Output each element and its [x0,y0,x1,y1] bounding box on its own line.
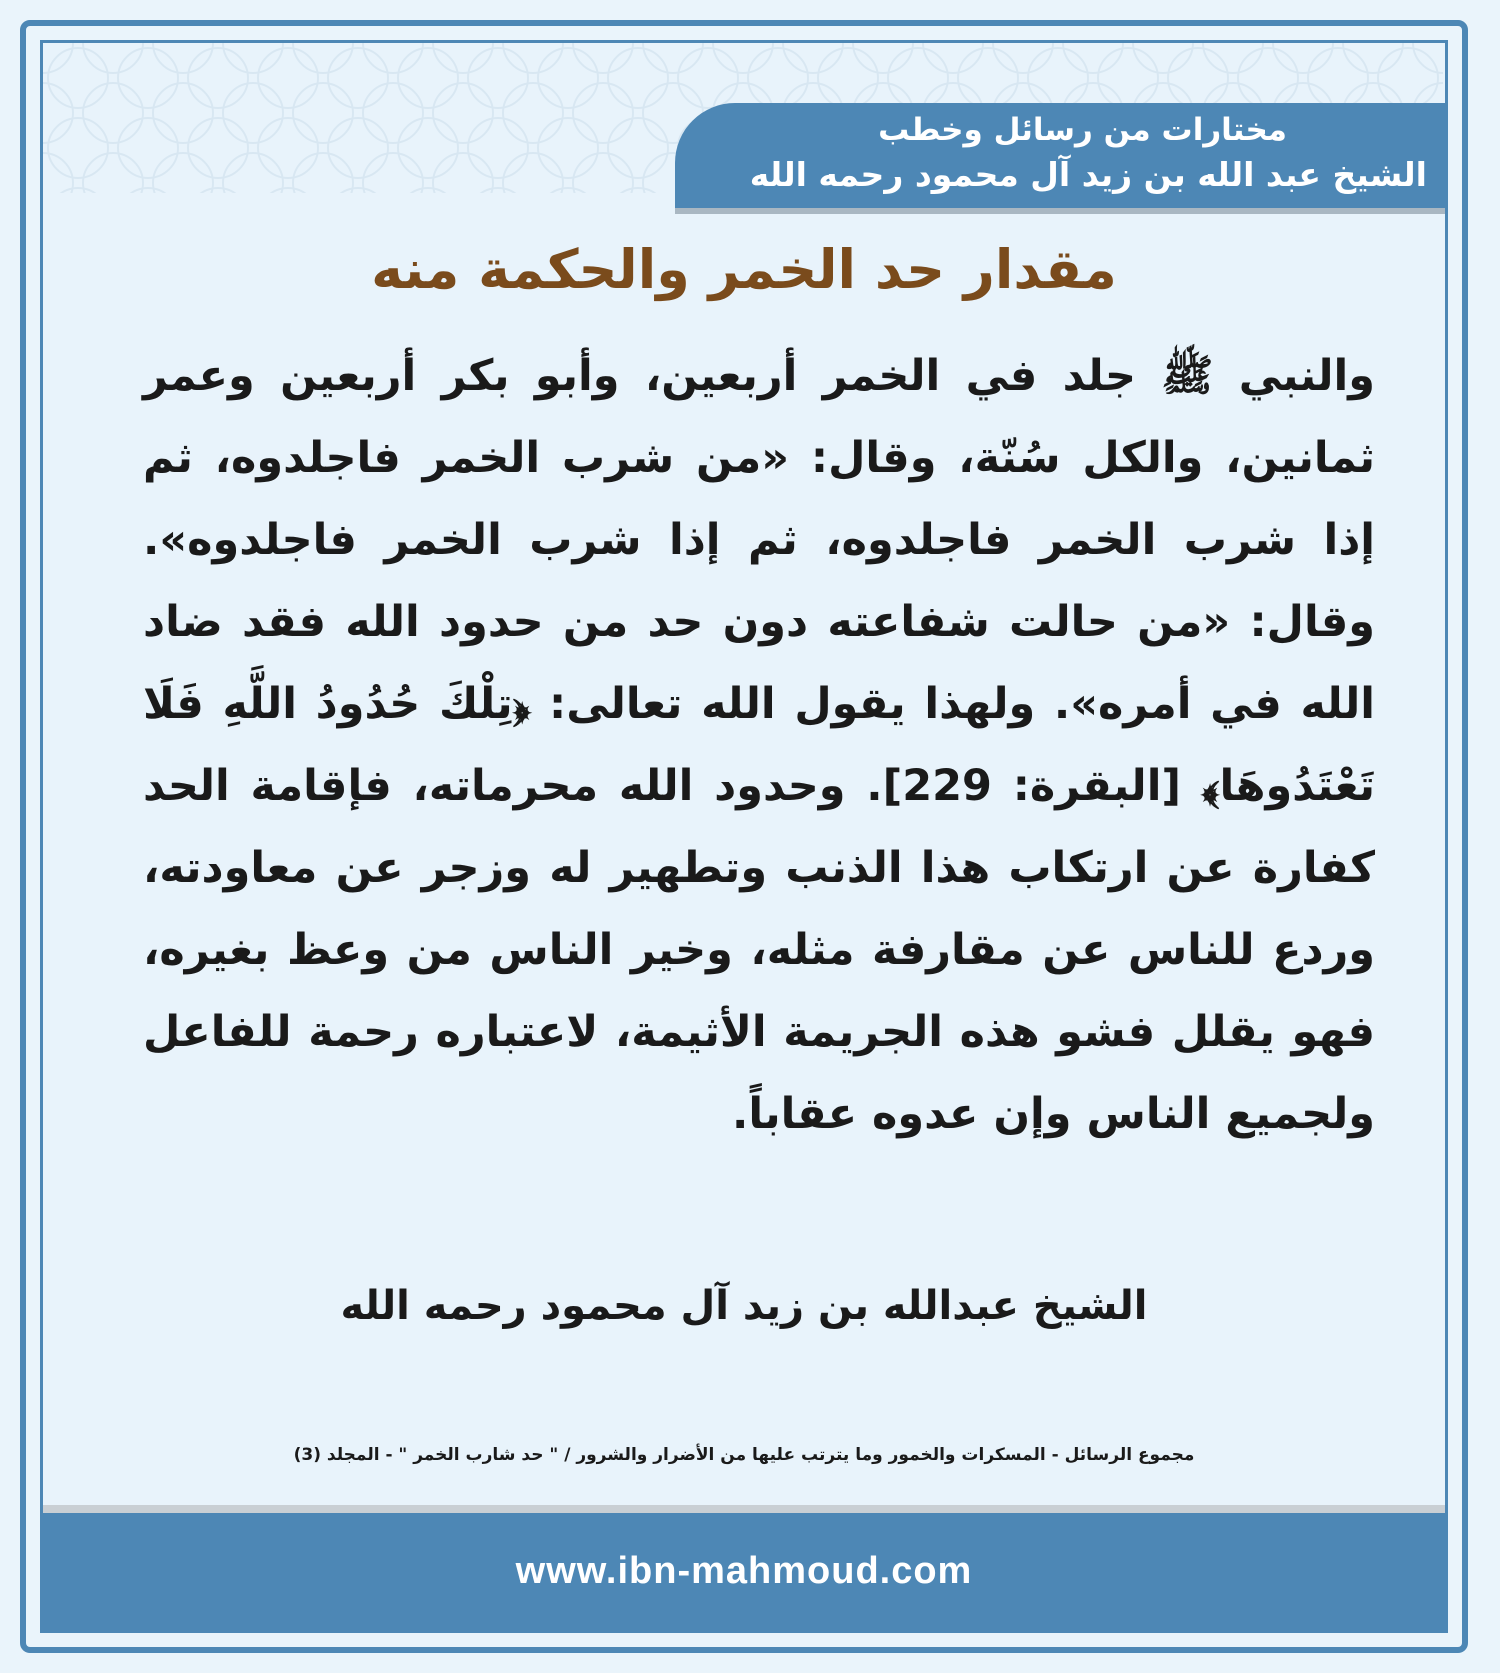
author-header: الشيخ عبد الله بن زيد آل محمود رحمه الله [749,155,1427,194]
article-title: مقدار حد الخمر والحكمة منه [371,238,1117,301]
series-title: مختارات من رسائل وخطب [878,112,1287,148]
outer-frame [20,20,1468,1653]
author-signature: الشيخ عبدالله بن زيد آل محمود رحمه الله [340,1283,1148,1329]
header-banner [675,103,1445,208]
footer-bar [43,1505,1445,1630]
source-citation: مجموع الرسائل - المسكرات والخمور وما يترتب عليها من الأضرار والشرور / " حد شارب الخمر " - المجلد (3) [293,1445,1195,1465]
card [40,40,1448,1633]
website-link[interactable]: www.ibn-mahmoud.com [515,1550,973,1592]
article-body: والنبي ﷺ جلد في الخمر أربعين، وأبو بكر أربعين وعمر ثمانين، والكل سُنّة، وقال: «من شرب الخمر فاجلدوه، ثم إذا شرب الخمر فاجلدوه، ثم إذا شرب الخمر فاجلدوه». وقال: «من حالت شفاعته دون حد من حدود الله فقد ضاد الله في أمره». ولهذا يقول الله تعالى: ﴿تِلْكَ حُدُودُ اللَّهِ فَلَا تَعْتَدُوهَا﴾ [البقرة: 229]. وحدود الله محرماته، فإقامة الحد كفارة عن ارتكاب هذا الذنب وتطهير له وزجر عن معاودته، وردع للناس عن مقارفة مثله، وخير الناس من وعظ بغيره، فهو يقلل فشو هذه الجريمة الأثيمة، لاعتباره رحمة للفاعل ولجميع الناس وإن عدوه عقاباً. [143,351,1375,1139]
